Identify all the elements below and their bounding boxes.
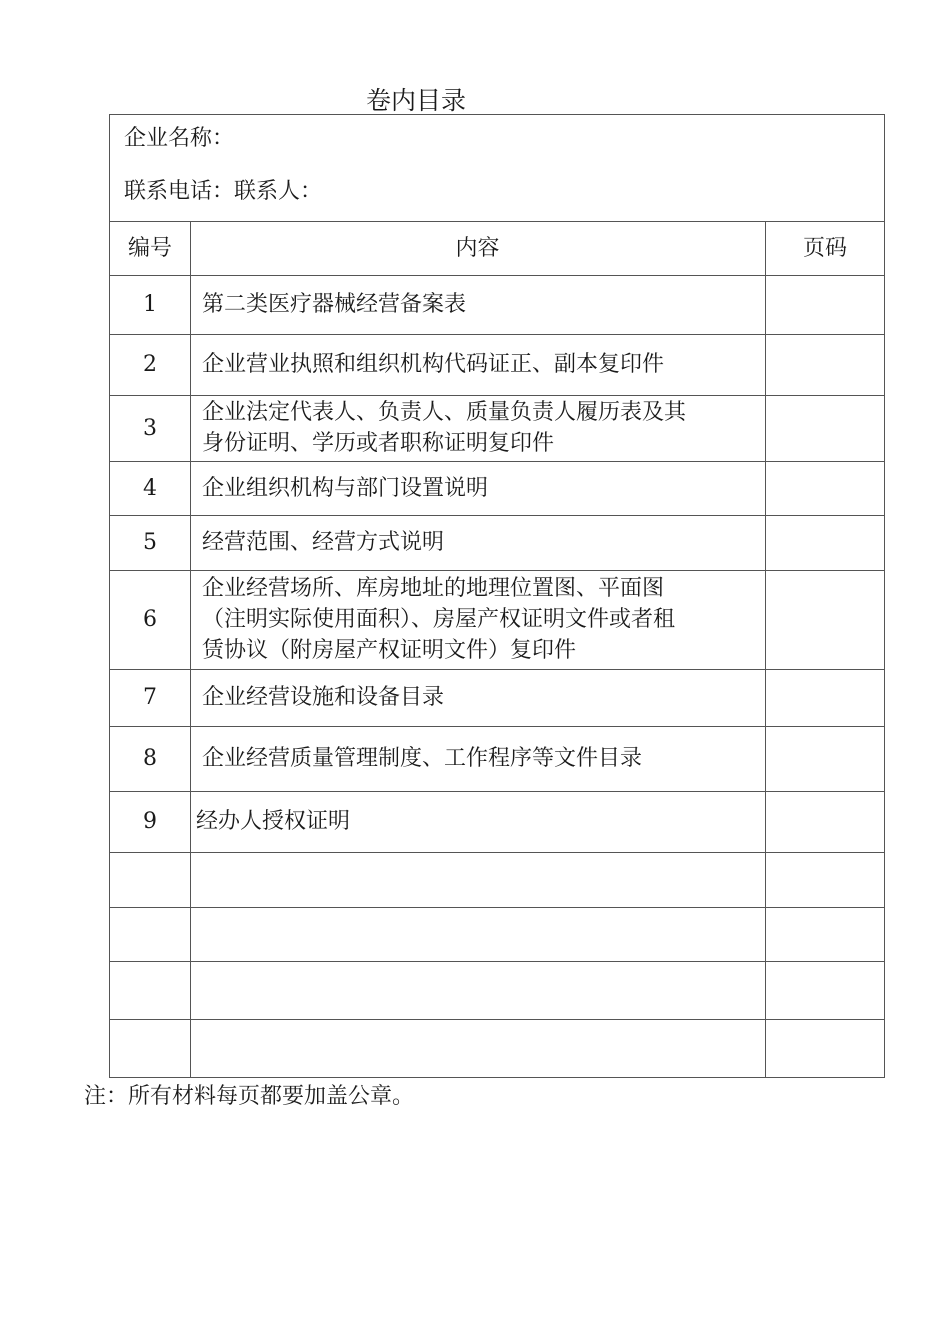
row-page bbox=[765, 1019, 885, 1077]
row-content: 企业营业执照和组织机构代码证正、副本复印件 bbox=[202, 352, 665, 377]
row-number: 7 bbox=[143, 685, 157, 710]
row-content: 企业组织机构与部门设置说明 bbox=[202, 475, 489, 501]
row-number: 4 bbox=[143, 475, 157, 501]
row-content: 企业法定代表人、负责人、质量负责人履历表及其 身份证明、学历或者职称证明复印件 bbox=[202, 400, 687, 456]
contact-line: 联系电话：联系人： bbox=[124, 179, 323, 204]
row-page bbox=[765, 275, 885, 334]
row-content bbox=[190, 852, 765, 907]
row-number bbox=[110, 1019, 190, 1077]
row-page bbox=[765, 461, 885, 515]
row-page bbox=[765, 852, 885, 907]
row-page bbox=[765, 570, 885, 669]
row-page bbox=[765, 515, 885, 570]
row-content: 经营范围、经营方式说明 bbox=[202, 530, 445, 555]
row-number bbox=[110, 852, 190, 907]
catalog-table bbox=[109, 114, 885, 1078]
header-page: 页码 bbox=[802, 235, 847, 261]
row-number bbox=[110, 907, 190, 961]
row-page bbox=[765, 791, 885, 852]
row-page bbox=[765, 961, 885, 1019]
row-content bbox=[190, 907, 765, 961]
footnote: 注：所有材料每页都要加盖公章。 bbox=[84, 1084, 415, 1109]
header-number: 编号 bbox=[127, 235, 172, 261]
row-content: 经办人授权证明 bbox=[196, 809, 351, 834]
row-number: 8 bbox=[143, 746, 157, 771]
row-page bbox=[765, 334, 885, 395]
row-content: 第二类医疗器械经营备案表 bbox=[202, 292, 467, 317]
row-number: 6 bbox=[143, 607, 157, 632]
row-page bbox=[765, 669, 885, 726]
row-content bbox=[190, 961, 765, 1019]
row-content: 企业经营场所、库房地址的地理位置图、平面图 （注明实际使用面积）、房屋产权证明文件或者租 赁协议（附房屋产权证明文件）复印件 bbox=[202, 576, 676, 663]
row-number: 3 bbox=[143, 415, 157, 441]
row-content: 企业经营设施和设备目录 bbox=[202, 685, 445, 710]
row-number: 1 bbox=[143, 292, 157, 317]
row-number: 2 bbox=[143, 352, 157, 377]
row-content bbox=[190, 1019, 765, 1077]
header-content: 内容 bbox=[455, 235, 500, 261]
row-page bbox=[765, 907, 885, 961]
company-name-line: 企业名称： bbox=[124, 126, 235, 151]
row-page bbox=[765, 726, 885, 791]
document-title: 卷内目录 bbox=[366, 86, 467, 115]
row-page bbox=[765, 395, 885, 461]
row-content: 企业经营质量管理制度、工作程序等文件目录 bbox=[202, 746, 643, 771]
row-number: 5 bbox=[143, 530, 157, 555]
row-number bbox=[110, 961, 190, 1019]
row-number: 9 bbox=[143, 809, 157, 834]
